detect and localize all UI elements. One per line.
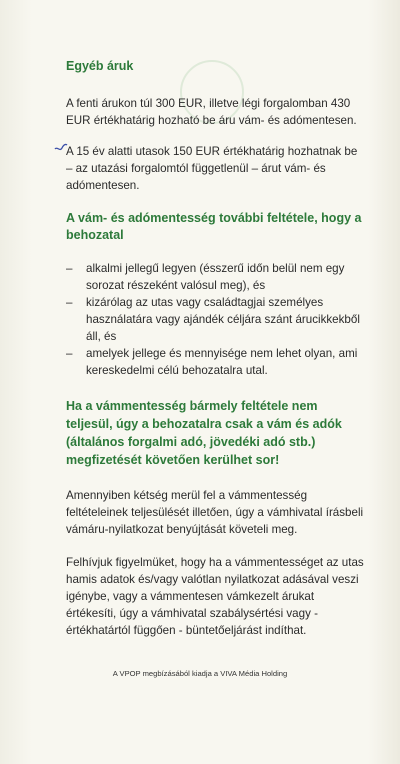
list-item: – kizárólag az utas vagy családtagjai személyes használatára vagy ajándék céljára szánt árucikkekből áll, és [66, 296, 360, 343]
section-heading-conditions: A vám- és adómentesség további feltétele, hogy a behozatal [66, 211, 362, 242]
document-content [66, 58, 366, 639]
paragraph-written-declaration: Amennyiben kétség merül fel a vámmentesség feltételeinek teljesülését illetően, úgy a vámhivatal írásbeli vámáru-nyilatkozat benyújtását követeli meg. [66, 489, 364, 536]
paragraph-value-limits: A fenti árukon túl 300 EUR, illetve légi forgalomban 430 EUR értékhatárig hozható be áru vám- és adómentesen. [66, 97, 357, 127]
paragraph-penalty-notice: Felhívjuk figyelmüket, hogy ha a vámmentességet az utas hamis adatok és/vagy valótlan nyilatkozat adásával veszi igénybe, vagy a vámmentesen vámkezelt árukat értékesíti, úgy a vámhivatal szabálysértési vagy - értékhatártól függően - büntetőeljárást indíthat. [66, 556, 364, 637]
publisher-footer: A VPOP megbízásából kiadja a VIVA Média Holding [112, 669, 288, 678]
warning-paragraph: Ha a vámmentesség bármely feltétele nem teljesül, úgy a behozatalra csak a vám és adók (általános forgalmi adó, jövedéki adó stb.) megfizetését követően kerülhet sor! [66, 399, 342, 467]
section-heading-other-goods: Egyéb áruk [66, 59, 134, 73]
list-item: – amelyek jellege és mennyisége nem lehet olyan, ami kereskedelmi célú behozatalra utal. [66, 347, 358, 377]
paragraph-under-15: A 15 év alatti utasok 150 EUR értékhatárig hozhatnak be – az utazási forgalomtól függetlenül – árut vám- és adómentesen. [66, 145, 358, 192]
dash-bullet: – [66, 347, 73, 360]
dash-bullet: – [66, 296, 73, 309]
conditions-list [66, 260, 366, 379]
list-item: – alkalmi jellegű legyen (ésszerű időn belül nem egy sorozat részeként valósul meg), és [66, 262, 345, 292]
dash-bullet: – [66, 262, 73, 275]
